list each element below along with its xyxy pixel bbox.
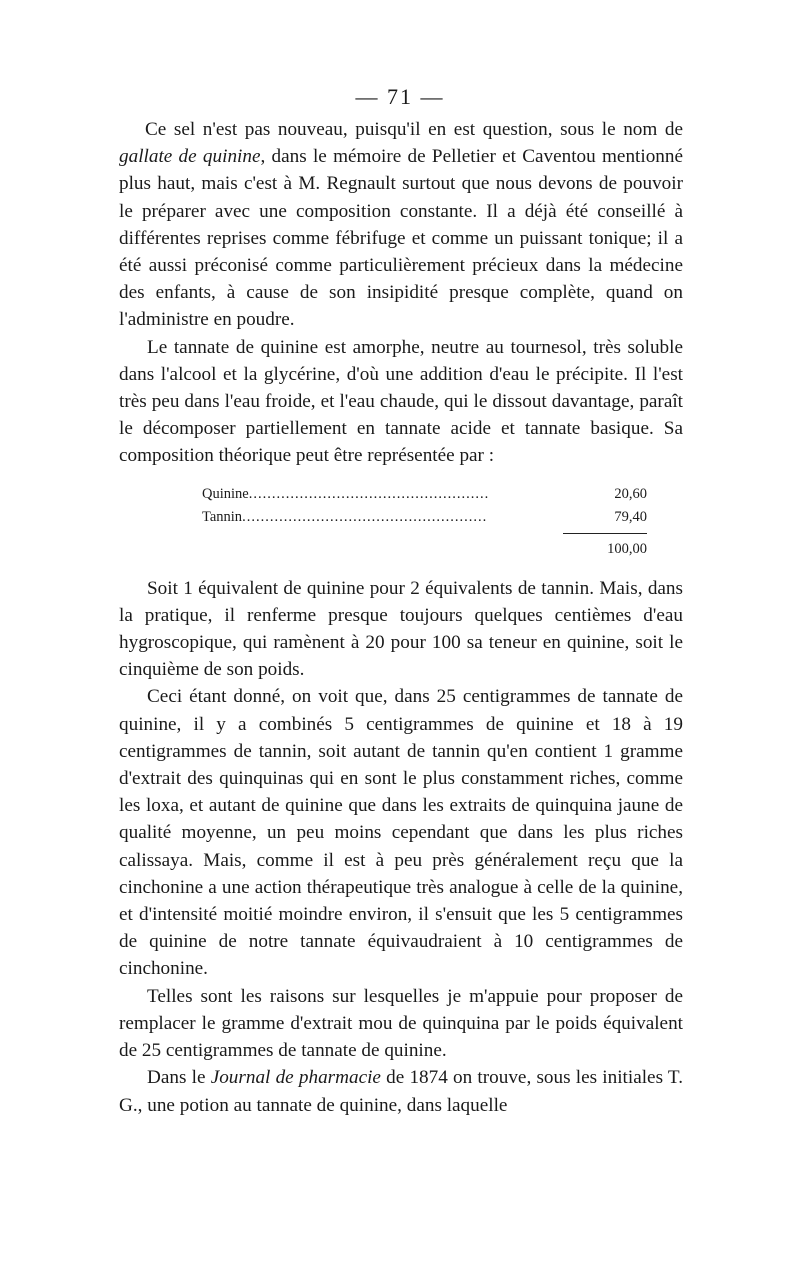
composition-label: Quinine: [202, 485, 249, 502]
paragraph-6-text-start: Dans le: [147, 1067, 211, 1089]
composition-row: [202, 483, 647, 506]
leader-dots: .....................................................: [242, 508, 488, 525]
italic-journal-title: Journal de pharmacie: [210, 1067, 381, 1089]
composition-total-row: [202, 529, 647, 561]
paragraph-4: Ceci étant donné, on voit que, dans 25 centigrammes de tannate de quinine, il y a combinés 5 centigrammes de quinine et 18 à 19 centigrammes de tannin, soit autant de tannin qu'en contient 1 gramme d'extrait des quinquinas qui en sont le plus constamment riches, comme les loxa, et autant de quinine que dans les extraits de quinquina jaune de qualité moyenne, un peu moins cependant que dans les plus riches calissaya. Mais, comme il est à peu près généralement reçu que la cinchonine a une action thérapeutique très analogue à celle de la quinine, et d'intensité moitié moindre environ, il s'ensuit que les 5 centigrammes de quinine de notre tannate équivaudraient à 10 centigrammes de cinchonine.: [119, 686, 683, 980]
italic-term-gallate: gallate de quinine: [119, 146, 261, 168]
paragraph-1-text-end: , dans le mémoire de Pelletier et Caventou mentionné plus haut, mais c'est à M. Regnault surtout que nous devons de pouvoir le préparer avec une composition constante. Il a déjà été conseillé à différentes reprises comme fébrifuge et comme un puissant tonique; il a été aussi préconisé comme particulièrement précieux dans la médecine des enfants, à cause de son insipidité presque complète, quand on l'administre en poudre.: [119, 146, 683, 331]
paragraph-1-text-start: Ce sel n'est pas nouveau, puisqu'il en est question, sous le nom de: [145, 119, 683, 140]
composition-value: 79,40: [614, 508, 647, 525]
paragraph-2: Le tannate de quinine est amorphe, neutre au tournesol, très soluble dans l'alcool et la glycérine, d'où une addition d'eau le précipite. Il l'est très peu dans l'eau froide, et l'eau chaude, qui le dissout davantage, paraît le décomposer partiellement en tannate acide et tannate basique. Sa composition théorique peut être représentée par :: [119, 336, 683, 467]
page-number: — 71 —: [355, 84, 445, 109]
composition-table: [202, 483, 647, 561]
composition-total: 100,00: [563, 533, 647, 561]
paragraph-5: Telles sont les raisons sur lesquelles je m'appuie pour proposer de remplacer le gramme d'extrait mou de quinquina par le poids équivalent de 25 centigrammes de tannate de quinine.: [119, 985, 683, 1062]
paragraph-3: Soit 1 équivalent de quinine pour 2 équivalents de tannin. Mais, dans la pratique, il renferme presque toujours quelques centièmes d'eau hygroscopique, qui ramènent à 20 pour 100 sa teneur en quinine, soit le cinquième de son poids.: [119, 577, 683, 681]
composition-value: 20,60: [614, 485, 647, 502]
composition-label: Tannin: [202, 508, 243, 525]
paragraph-6: [119, 1064, 683, 1118]
composition-row: [202, 506, 647, 529]
body-text: [119, 116, 683, 1119]
paragraph-1: [119, 116, 683, 334]
leader-dots: ....................................................: [248, 485, 490, 502]
paragraph-6-text-end: de 1874 on trouve, sous les initiales T. G., une potion au tannate de quinine, dans laquelle: [119, 1067, 683, 1116]
